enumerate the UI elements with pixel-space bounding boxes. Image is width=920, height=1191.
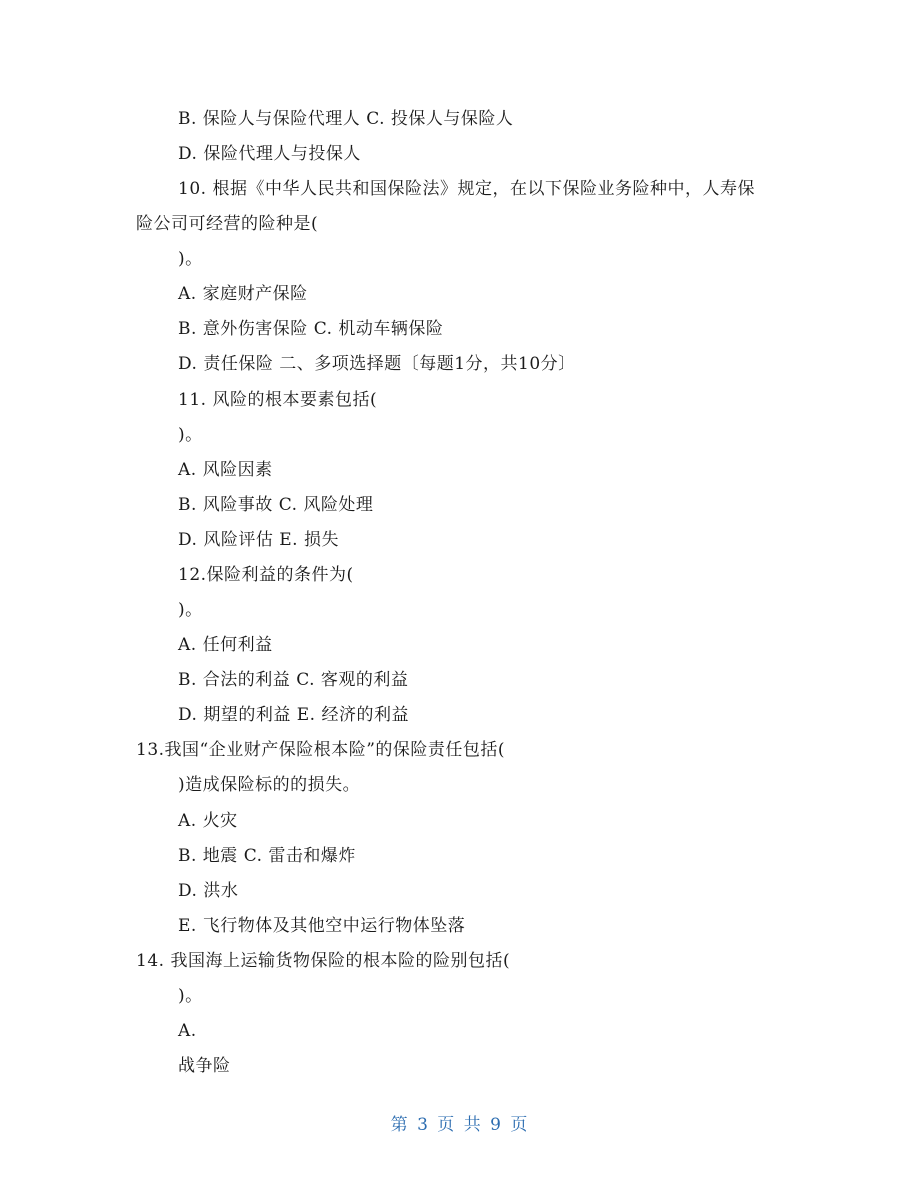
text-line: 10. 根据《中华人民共和国保险法》规定，在以下保险业务险种中，人寿保 (178, 179, 755, 199)
text-line: )。 (178, 425, 203, 445)
text-line: 14. 我国海上运输货物保险的根本险的险别包括( (136, 951, 511, 971)
text-line: B. 合法的利益 C. 客观的利益 (178, 670, 409, 690)
text-line: D. 洪水 (178, 881, 239, 901)
text-line: 11. 风险的根本要素包括( (178, 390, 378, 410)
text-line: A. (178, 1021, 197, 1041)
text-line: D. 保险代理人与投保人 (178, 144, 361, 164)
text-line: A. 家庭财产保险 (178, 284, 308, 304)
text-line: 12.保险利益的条件为( (178, 565, 354, 585)
text-line: D. 风险评估 E. 损失 (178, 530, 339, 550)
page-number-footer: 第 3 页 共 9 页 (390, 1115, 530, 1135)
text-line: 13.我国“企业财产保险根本险”的保险责任包括( (136, 740, 506, 760)
text-line: )造成保险标的的损失。 (178, 775, 361, 795)
text-line: 战争险 (178, 1056, 231, 1076)
text-line: D. 期望的利益 E. 经济的利益 (178, 705, 409, 725)
text-line: )。 (178, 249, 203, 269)
text-line: A. 风险因素 (178, 460, 273, 480)
text-line: 险公司可经营的险种是( (136, 214, 319, 234)
text-line: A. 任何利益 (178, 635, 273, 655)
text-line: B. 意外伤害保险 C. 机动车辆保险 (178, 319, 444, 339)
text-line: D. 责任保险 二、多项选择题〔每题1分，共10分〕 (178, 354, 576, 374)
text-line: B. 保险人与保险代理人 C. 投保人与保险人 (178, 109, 514, 129)
text-line: E. 飞行物体及其他空中运行物体坠落 (178, 916, 466, 936)
text-line: )。 (178, 986, 203, 1006)
text-line: )。 (178, 600, 203, 620)
text-line: B. 风险事故 C. 风险处理 (178, 495, 374, 515)
text-line: B. 地震 C. 雷击和爆炸 (178, 846, 356, 866)
text-line: A. 火灾 (178, 811, 238, 831)
